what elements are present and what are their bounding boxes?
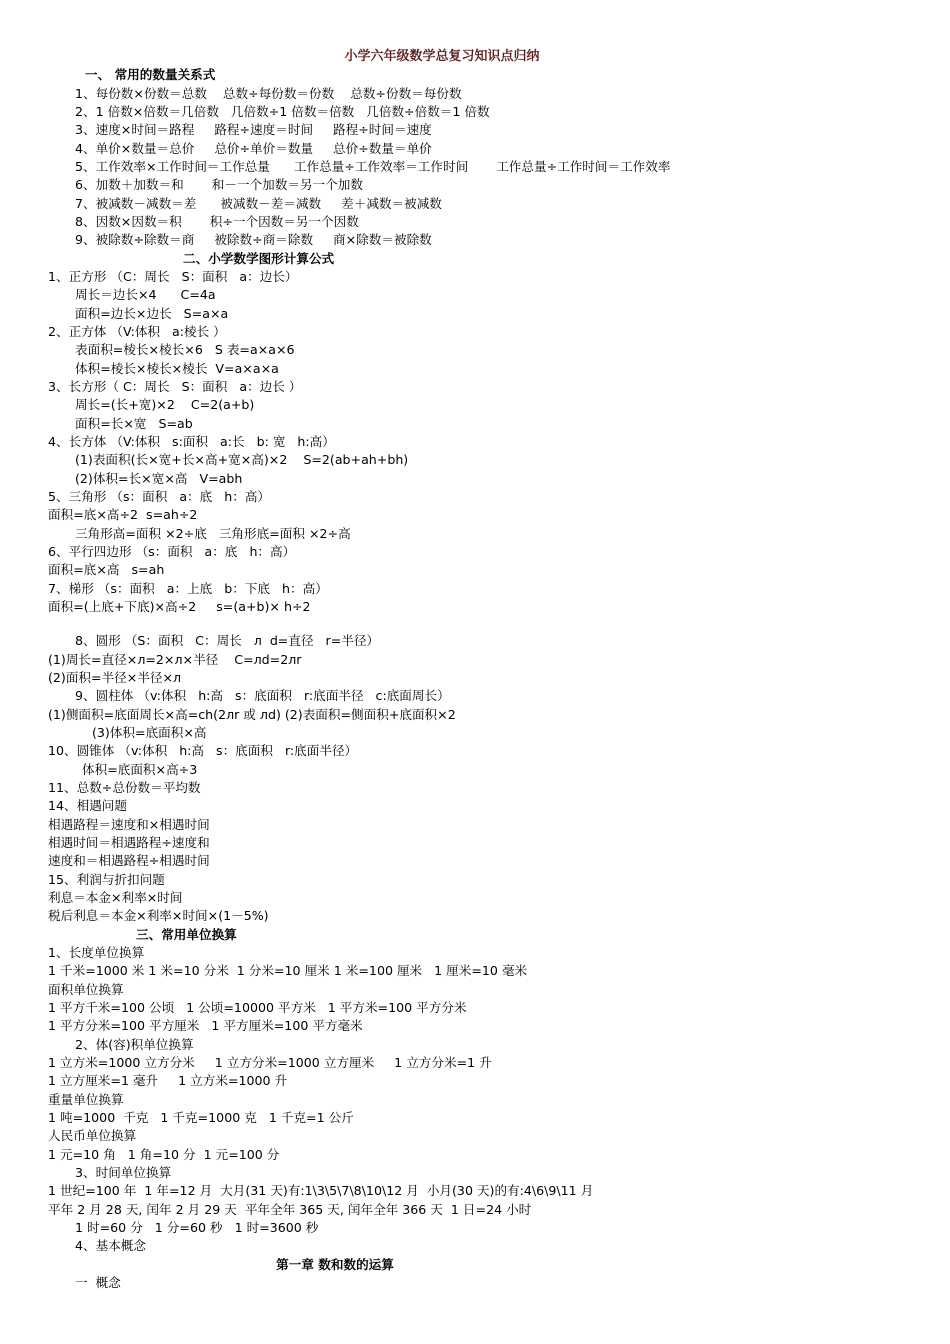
text-line: 6、平行四边形 （s：面积 a：底 h：高） [48,544,296,559]
text-line: 10、圆锥体 （v:体积 h:高 s：底面积 r:底面半径） [48,743,358,758]
text-line: 人民币单位换算 [48,1128,137,1143]
text-line: 11、总数÷总份数＝平均数 [48,780,201,795]
text-line: 5、三角形 （s：面积 a：底 h：高） [48,489,271,504]
text-line: 1 平方分米=100 平方厘米 1 平方厘米=100 平方毫米 [48,1018,363,1033]
text-line: 9、被除数÷除数＝商 被除数÷商＝除数 商×除数＝被除数 [75,232,432,247]
text-line: 三角形高=面积 ×2÷底 三角形底=面积 ×2÷高 [75,526,351,541]
text-line: 体积=底面积×高÷3 [82,762,198,777]
text-line: 7、梯形 （s：面积 a：上底 b：下底 h：高） [48,581,328,596]
text-line: 面积=(上底+下底)×高÷2 s=(a+b)× h÷2 [48,599,311,614]
text-line: 表面积=棱长×棱长×6 S 表=a×a×6 [75,342,295,357]
text-line: 利息＝本金×利率×时间 [48,890,183,905]
text-line: 4、基本概念 [75,1238,146,1253]
text-line: 税后利息＝本金×利率×时间×(1－5%) [48,908,269,923]
text-line: 面积单位换算 [48,982,124,997]
text-line: 7、被减数－减数＝差 被减数－差＝减数 差＋减数＝被减数 [75,196,442,211]
text-line: 14、相遇问题 [48,798,127,813]
text-line: 平年 2 月 28 天, 闰年 2 月 29 天 平年全年 365 天, 闰年全年 366 天 1 日=24 小时 [48,1202,532,1217]
chapter-1-heading: 第一章 数和数的运算 [276,1257,394,1272]
text-line: 3、长方形（ C：周长 S：面积 a：边长 ） [48,379,302,394]
text-line: 体积=棱长×棱长×棱长 V=a×a×a [75,361,279,376]
text-line: 3、速度×时间＝路程 路程÷速度＝时间 路程÷时间＝速度 [75,122,432,137]
text-line: 1 立方米=1000 立方分米 1 立方分米=1000 立方厘米 1 立方分米=1 升 [48,1055,492,1070]
text-line: 面积=底×高÷2 s=ah÷2 [48,507,198,522]
text-line: (1)表面积(长×宽+长×高+宽×高)×2 S=2(ab+ah+bh) [75,452,409,467]
section-1-heading: 一、 常用的数量关系式 [85,67,216,82]
text-line: 面积=底×高 s=ah [48,562,165,577]
text-line: 4、单价×数量＝总价 总价÷单价＝数量 总价÷数量＝单价 [75,141,432,156]
text-line: 8、圆形 （S：面积 C：周长 л d=直径 r=半径） [75,633,380,648]
page-title: 小学六年级数学总复习知识点归纳 [344,49,540,64]
text-line: 1 世纪=100 年 1 年=12 月 大月(31 天)有:1\3\5\7\8\10\12 月 小月(30 天)的有:4\6\9\11 月 [48,1183,594,1198]
text-line: 面积=长×宽 S=ab [75,416,193,431]
text-line: (2)面积=半径×半径×л [48,670,182,685]
text-line: 1、每份数×份数＝总数 总数÷每份数＝份数 总数÷份数＝每份数 [75,86,462,101]
text-line: 周长=(长+宽)×2 C=2(a+b) [75,397,255,412]
text-line: 2、正方体 （V:体积 a:棱长 ） [48,324,226,339]
text-line: 6、加数＋加数＝和 和－一个加数＝另一个加数 [75,177,363,192]
text-line: 1 千米=1000 米 1 米=10 分米 1 分米=10 厘米 1 米=100 厘米 1 厘米=10 毫米 [48,963,528,978]
text-line: 速度和＝相遇路程÷相遇时间 [48,853,210,868]
text-line: 8、因数×因数＝积 积÷一个因数＝另一个因数 [75,214,359,229]
text-line: 4、长方体 （V:体积 s:面积 a:长 b: 宽 h:高） [48,434,335,449]
text-line: 1 时=60 分 1 分=60 秒 1 时=3600 秒 [75,1220,319,1235]
text-line: 相遇路程＝速度和×相遇时间 [48,817,210,832]
section-2-heading: 二、小学数学图形计算公式 [183,251,335,266]
text-line: 15、利润与折扣问题 [48,872,165,887]
text-line: 1 元=10 角 1 角=10 分 1 元=100 分 [48,1147,280,1162]
text-line: (3)体积=底面积×高 [92,725,207,740]
text-line: 5、工作效率×工作时间＝工作总量 工作总量÷工作效率＝工作时间 工作总量÷工作时间＝工作效率 [75,159,671,174]
section-3-heading: 三、常用单位换算 [136,927,237,942]
text-line: 1、正方形 （C：周长 S：面积 a：边长） [48,269,298,284]
text-line: 2、1 倍数×倍数＝几倍数 几倍数÷1 倍数＝倍数 几倍数÷倍数＝1 倍数 [75,104,490,119]
text-line: 3、时间单位换算 [75,1165,172,1180]
text-line: 一 概念 [75,1275,121,1290]
text-line: 相遇时间＝相遇路程÷速度和 [48,835,210,850]
text-line: 2、体(容)积单位换算 [75,1037,194,1052]
text-line: (1)侧面积=底面周长×高=ch(2лr 或 лd) (2)表面积=侧面积+底面积×2 [48,707,456,722]
text-line: (2)体积=长×宽×高 V=abh [75,471,243,486]
text-line: 9、圆柱体 （v:体积 h:高 s：底面积 r:底面半径 c:底面周长） [75,688,450,703]
text-line: 1 立方厘米=1 毫升 1 立方米=1000 升 [48,1073,288,1088]
text-line: (1)周长=直径×л=2×л×半径 C=лd=2лr [48,652,302,667]
text-line: 1、长度单位换算 [48,945,145,960]
text-line: 面积=边长×边长 S=a×a [75,306,229,321]
text-line: 周长＝边长×4 C=4a [75,287,216,302]
text-line: 重量单位换算 [48,1092,124,1107]
text-line: 1 吨=1000 千克 1 千克=1000 克 1 千克=1 公斤 [48,1110,354,1125]
text-line: 1 平方千米=100 公顷 1 公顷=10000 平方米 1 平方米=100 平方分米 [48,1000,467,1015]
